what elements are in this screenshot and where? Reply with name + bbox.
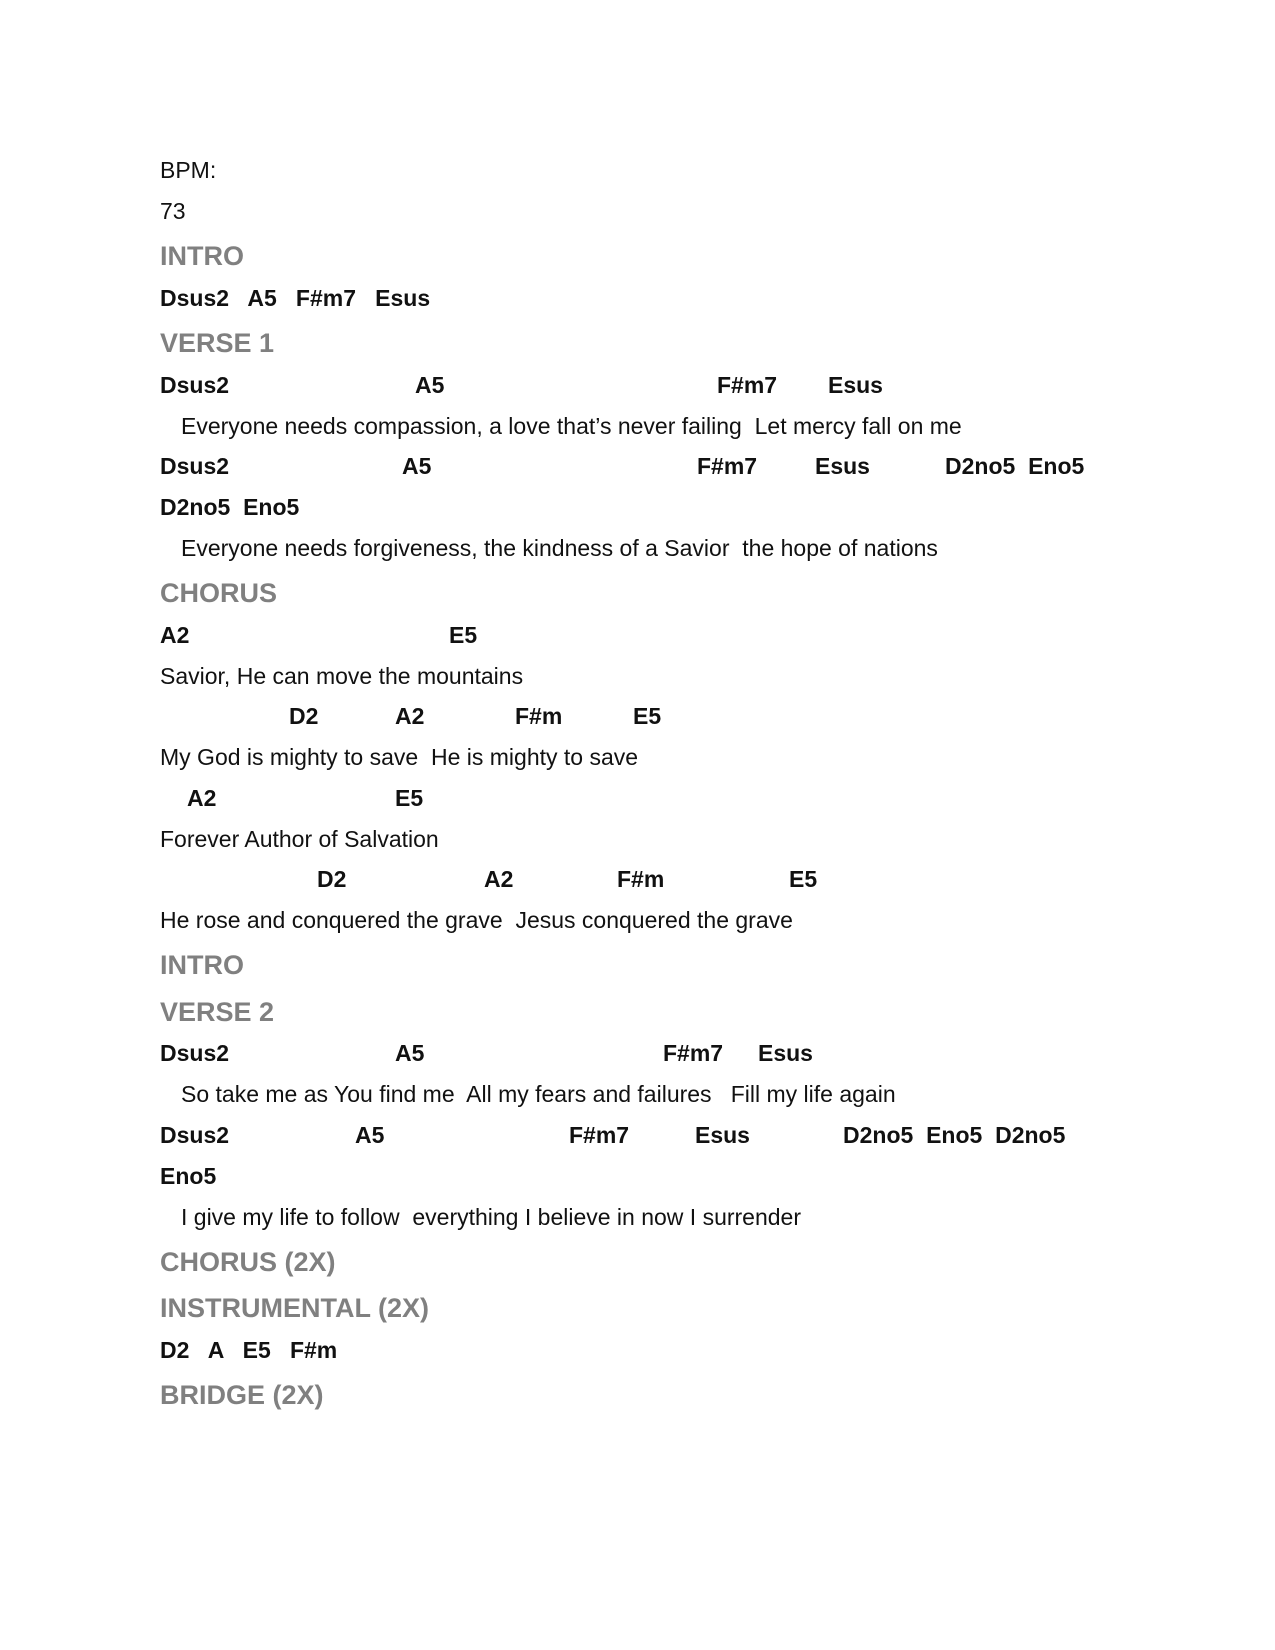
chord: A5 (355, 1122, 385, 1148)
verse2-lyric-line-1: So take me as You find me All my fears and failures Fill my life again (181, 1081, 896, 1107)
verse1-chord-line-2 (160, 453, 1160, 480)
chord: F#m (515, 703, 563, 729)
verse2-lyric-line-2: I give my life to follow everything I believe in now I surrender (181, 1204, 802, 1230)
chorus-lyric-line-3: Forever Author of Salvation (160, 826, 439, 852)
bpm-label: BPM: (160, 157, 217, 183)
section-heading-intro-repeat: INTRO (160, 950, 244, 980)
section-heading-intro: INTRO (160, 241, 244, 271)
chord: A5 (415, 372, 445, 398)
chord: Dsus2 (160, 453, 230, 479)
chord: Dsus2 (160, 372, 230, 398)
section-heading-chorus-2x: CHORUS (2X) (160, 1247, 336, 1277)
chord: A5 (402, 453, 432, 479)
chord: F#m7 (663, 1040, 724, 1066)
chord: F#m7 (569, 1122, 630, 1148)
chord: Esus (828, 372, 883, 398)
chorus-chord-line-4 (160, 866, 1160, 893)
chord: E5 (633, 703, 662, 729)
verse2-chord-line-2-wrap: Eno5 (160, 1163, 217, 1189)
chorus-chord-line-3 (160, 785, 1160, 812)
chord: A2 (160, 622, 190, 648)
chorus-lyric-line-1: Savior, He can move the mountains (160, 663, 524, 689)
chord: Dsus2 (160, 1122, 230, 1148)
chord: A5 (395, 1040, 425, 1066)
chorus-chord-line-2 (160, 703, 1160, 730)
verse1-lyric-line-1: Everyone needs compassion, a love that’s never failing Let mercy fall on me (181, 413, 962, 439)
chord: F#m7 (717, 372, 778, 398)
section-heading-instrumental-2x: INSTRUMENTAL (2X) (160, 1293, 429, 1323)
chord: D2no5 Eno5 (945, 453, 1085, 479)
intro-chords: Dsus2 A5 F#m7 Esus (160, 285, 431, 311)
chord: E5 (789, 866, 818, 892)
chord: F#m (617, 866, 665, 892)
verse1-chord-line-2-wrap: D2no5 Eno5 (160, 494, 300, 520)
chord: E5 (449, 622, 478, 648)
chorus-chord-line-1 (160, 622, 1160, 649)
chord: D2no5 Eno5 D2no5 (843, 1122, 1066, 1148)
chord: Esus (695, 1122, 750, 1148)
section-heading-chorus: CHORUS (160, 578, 278, 608)
chord: A2 (484, 866, 514, 892)
verse1-lyric-line-2: Everyone needs forgiveness, the kindness of a Savior the hope of nations (181, 535, 938, 561)
chord: A2 (187, 785, 217, 811)
chorus-lyric-line-4: He rose and conquered the grave Jesus conquered the grave (160, 907, 793, 933)
verse2-chord-line-1 (160, 1040, 1160, 1067)
chord: D2 (317, 866, 347, 892)
chord: Esus (815, 453, 870, 479)
bpm-value: 73 (160, 198, 186, 224)
chord: Esus (758, 1040, 813, 1066)
verse1-chord-line-1 (160, 372, 1160, 399)
chord: E5 (395, 785, 424, 811)
verse2-chord-line-2 (160, 1122, 1160, 1149)
instrumental-chords: D2 A E5 F#m (160, 1337, 338, 1363)
section-heading-verse-1: VERSE 1 (160, 328, 275, 358)
chord: D2 (289, 703, 319, 729)
chord: F#m7 (697, 453, 758, 479)
section-heading-verse-2: VERSE 2 (160, 997, 275, 1027)
chord: A2 (395, 703, 425, 729)
chorus-lyric-line-2: My God is mighty to save He is mighty to save (160, 744, 639, 770)
section-heading-bridge-2x: BRIDGE (2X) (160, 1380, 324, 1410)
chord: Dsus2 (160, 1040, 230, 1066)
